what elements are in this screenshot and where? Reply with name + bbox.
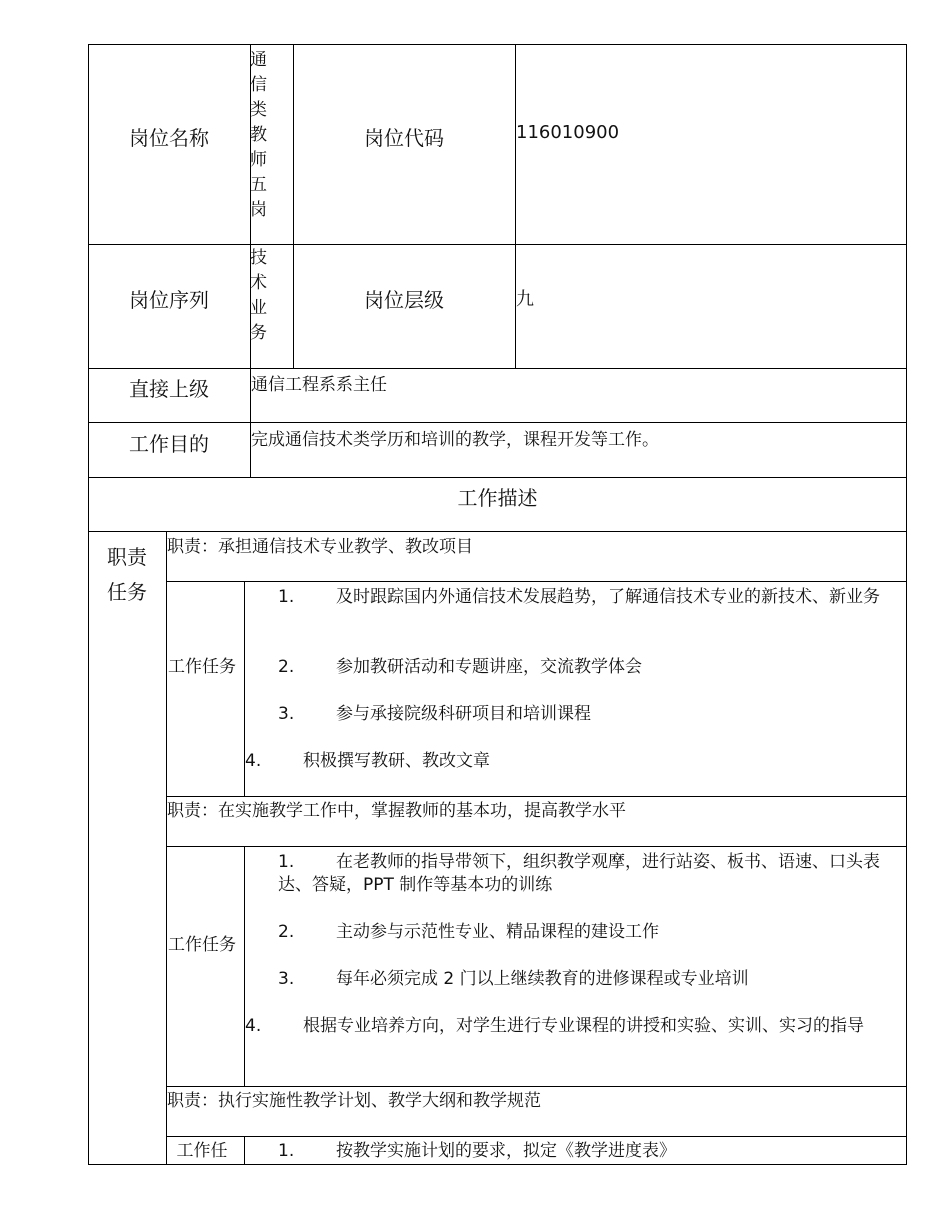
position-level-value: 九	[516, 289, 534, 310]
duty-label: 职责 任务	[107, 545, 147, 604]
list-item: 3. 每年必须完成 2 门以上继续教育的进修课程或专业培训	[278, 969, 749, 989]
list-item: 1. 及时跟踪国内外通信技术发展趋势，了解通信技术专业的新技术、新业务	[278, 587, 880, 607]
list-item: 4. 积极撰写教研、教改文章	[245, 751, 490, 771]
list-item: 1. 按教学实施计划的要求，拟定《教学进度表》	[278, 1141, 676, 1161]
description-title: 工作描述	[457, 486, 538, 510]
task-label: 工作任务	[168, 935, 236, 955]
position-code-value: 116010900	[516, 122, 620, 143]
purpose-label: 工作目的	[129, 432, 209, 456]
position-code-label: 岗位代码	[364, 126, 444, 150]
list-item: 1. 在老教师的指导带领下，组织教学观摩，进行站姿、板书、语速、口头表达、答疑，PPT 制作等基本功的训练	[278, 852, 880, 895]
list-item: 3. 参与承接院级科研项目和培训课程	[278, 704, 591, 724]
superior-label: 直接上级	[129, 377, 209, 401]
position-series-label: 岗位序列	[129, 288, 209, 312]
position-level-label: 岗位层级	[364, 288, 444, 312]
list-item: 4. 根据专业培养方向，对学生进行专业课程的讲授和实验、实训、实习的指导	[245, 1016, 864, 1036]
list-item: 2. 参加教研活动和专题讲座，交流教学体会	[278, 657, 642, 677]
purpose-value: 完成通信技术类学历和培训的教学，课程开发等工作。	[251, 430, 659, 450]
duty-title: 职责：执行实施性教学计划、教学大纲和教学规范	[167, 1091, 541, 1111]
task-label: 工作任	[176, 1141, 228, 1161]
duty-title: 职责：承担通信技术专业教学、教改项目	[167, 537, 473, 557]
position-name-value: 通 信 类 教 师 五 岗	[250, 50, 267, 220]
superior-value: 通信工程系系主任	[251, 375, 387, 395]
position-name-label: 岗位名称	[129, 126, 209, 150]
list-item: 2. 主动参与示范性专业、精品课程的建设工作	[278, 922, 659, 942]
duty-title: 职责：在实施教学工作中，掌握教师的基本功，提高教学水平	[167, 801, 626, 821]
task-label: 工作任务	[168, 657, 236, 677]
position-series-value: 技 术 业 务	[250, 248, 267, 343]
